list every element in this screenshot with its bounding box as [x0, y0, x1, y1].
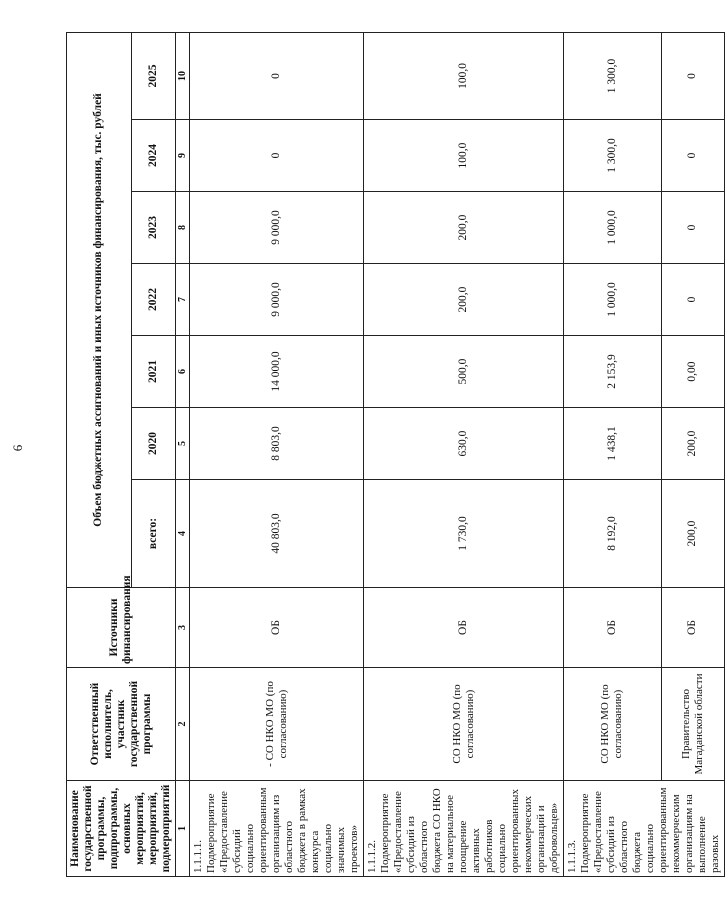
- header-col1: Наименование государственной программы, подпрограммы, основных мероприятий, мероприятий, подмероприятий: [67, 781, 176, 877]
- header-year: 2020: [131, 408, 175, 480]
- col-number: 5: [176, 408, 190, 480]
- col-number: 4: [176, 480, 190, 588]
- row-value: 0: [190, 120, 364, 192]
- row-value: 9 000,0: [190, 192, 364, 264]
- col-number: 2: [176, 668, 190, 781]
- header-col2: Ответственный исполнитель, участник государственной программы: [67, 668, 176, 781]
- col-number: 10: [176, 32, 190, 119]
- col-number: 3: [176, 588, 190, 668]
- col-number: 9: [176, 120, 190, 192]
- row-value: 1 730,0: [364, 480, 564, 588]
- row-value: 8 192,0: [564, 480, 662, 588]
- row-value: 630,0: [364, 408, 564, 480]
- row-source: ОБ: [661, 588, 725, 668]
- row-value: 200,0: [364, 264, 564, 336]
- row-value: 500,0: [364, 336, 564, 408]
- row-value: 14 000,0: [190, 336, 364, 408]
- header-col3: Источники финансирования: [67, 588, 176, 668]
- row-value: 40 803,0: [190, 480, 364, 588]
- col-number: 6: [176, 336, 190, 408]
- row-value: 0: [661, 32, 725, 119]
- row-value: 0: [661, 120, 725, 192]
- table-row: [190, 32, 364, 876]
- row-value: 1 300,0: [564, 120, 662, 192]
- col-number: 7: [176, 264, 190, 336]
- row-value: 1 300,0: [564, 32, 662, 119]
- header-total: всего:: [131, 480, 175, 588]
- row-executor: Правительство Магаданской области: [661, 668, 725, 781]
- row-executor: СО НКО МО (по согласованию): [564, 668, 662, 781]
- row-value: 0: [661, 192, 725, 264]
- row-value: 2 153,9: [564, 336, 662, 408]
- row-source: ОБ: [364, 588, 564, 668]
- rotated-table-container: [66, 33, 721, 877]
- row-value: 9 000,0: [190, 264, 364, 336]
- header-year: 2024: [131, 120, 175, 192]
- table-row: [564, 32, 662, 876]
- page-number: 6: [10, 444, 25, 452]
- header-year: 2022: [131, 264, 175, 336]
- row-value: 0,00: [661, 336, 725, 408]
- row-value: 0: [661, 264, 725, 336]
- header-year: 2023: [131, 192, 175, 264]
- budget-table: [66, 32, 725, 877]
- row-name: 1.1.1.3. Подмероприятие «Предоставление субсидий из областного бюджета социально ориентированным некоммерческим организациям на выполнение разовых: [564, 781, 725, 877]
- header-year: 2025: [131, 32, 175, 119]
- row-name: 1.1.1.1. Подмероприятие «Предоставление субсидий социально ориентированным организациям из областного бюджета в рамках конкурса социально значимых проектов»: [190, 781, 364, 877]
- col-number: 8: [176, 192, 190, 264]
- row-executor: - СО НКО МО (по согласованию): [190, 668, 364, 781]
- row-value: 200,0: [661, 408, 725, 480]
- col-number: 1: [176, 781, 190, 877]
- table-row: [364, 32, 564, 876]
- row-value: 200,0: [364, 192, 564, 264]
- row-value: 1 000,0: [564, 264, 662, 336]
- column-numbers-row: [176, 32, 190, 876]
- row-source: ОБ: [564, 588, 662, 668]
- row-value: 1 000,0: [564, 192, 662, 264]
- row-value: 100,0: [364, 32, 564, 119]
- row-value: 0: [190, 32, 364, 119]
- row-name: 1.1.1.2. Подмероприятие «Предоставление субсидий из областного бюджета СО НКО на материальное поощрение активных работников социально ориентированных некоммерческих организаций и добровольцев»: [364, 781, 564, 877]
- header-year: 2021: [131, 336, 175, 408]
- row-executor: СО НКО МО (по согласованию): [364, 668, 564, 781]
- header-row-1: [67, 32, 132, 876]
- row-value: 1 438,1: [564, 408, 662, 480]
- row-source: ОБ: [190, 588, 364, 668]
- header-funding: Объем бюджетных ассигнований и иных источников финансирования, тыс. рублей: [67, 32, 132, 587]
- table-row: [661, 32, 725, 876]
- row-value: 100,0: [364, 120, 564, 192]
- row-value: 8 803,0: [190, 408, 364, 480]
- row-value: 200,0: [661, 480, 725, 588]
